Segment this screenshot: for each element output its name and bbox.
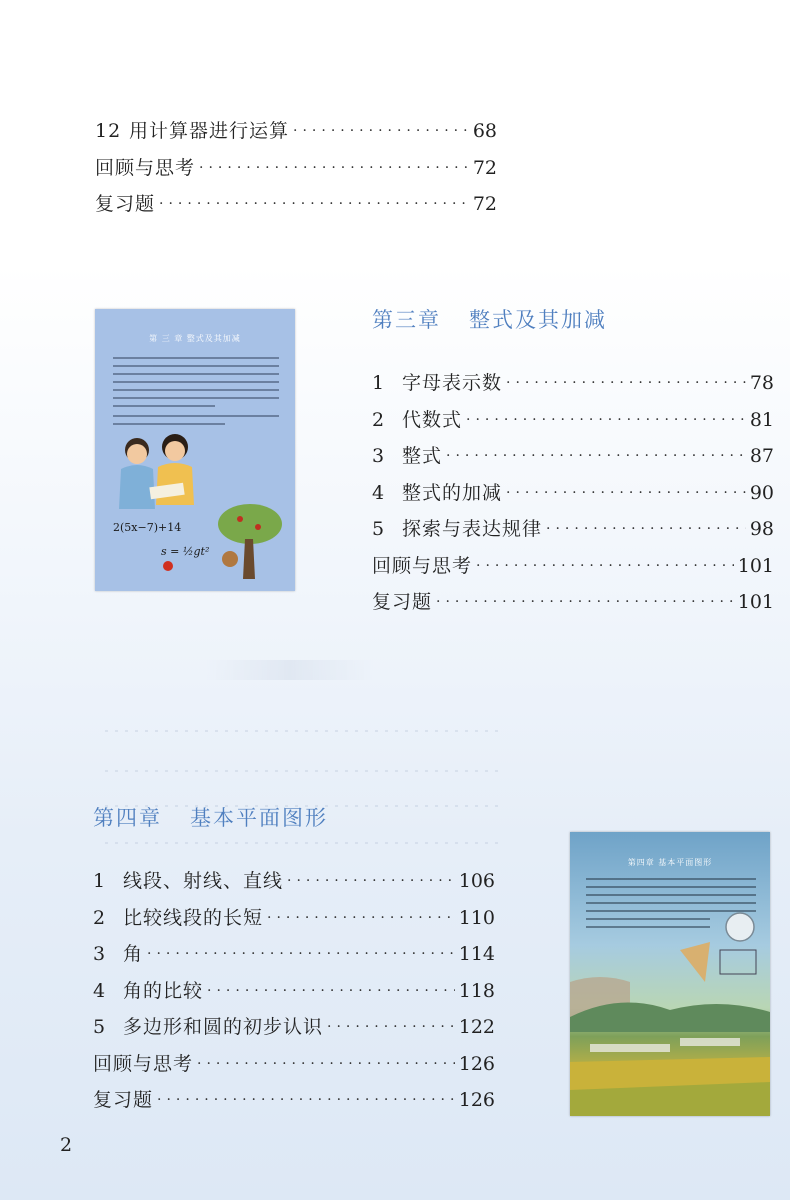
entry-number: 4: [93, 979, 107, 1002]
chapter4-cover-thumbnail: [570, 832, 770, 1116]
entry-title: 线段、射线、直线: [123, 870, 284, 892]
entry-page: 68: [472, 120, 497, 142]
leader-dots: [293, 123, 469, 139]
entry-page: 114: [458, 943, 495, 965]
entry-page: 101: [737, 591, 774, 613]
entry-page: 118: [458, 979, 495, 1002]
toc-top-section: [95, 116, 497, 226]
entry-page: 122: [458, 1016, 495, 1038]
entry-title: 复习题: [372, 591, 433, 613]
entry-title: 比较线段的长短: [123, 906, 264, 929]
entry-title: 整式: [402, 445, 443, 467]
toc-entry[interactable]: [372, 551, 774, 588]
entry-number: 5: [93, 1016, 107, 1038]
toc-entry[interactable]: [95, 189, 497, 226]
leader-dots: [476, 558, 734, 574]
entry-page: 72: [472, 193, 497, 215]
entry-title: 复习题: [95, 193, 156, 215]
toc-entry[interactable]: [372, 405, 774, 442]
leader-dots: [506, 375, 746, 391]
entry-number: 3: [93, 943, 107, 965]
leader-dots: [546, 521, 746, 537]
leader-dots: [159, 196, 469, 212]
chapter4-toc: [93, 866, 495, 1122]
leader-dots: [327, 1019, 455, 1035]
toc-entry[interactable]: [93, 1012, 495, 1049]
toc-entry[interactable]: [93, 976, 495, 1013]
entry-page: 90: [749, 481, 774, 504]
chapter3-toc: [372, 368, 774, 624]
entry-page: 126: [458, 1052, 495, 1075]
entry-title: 回顾与思考: [93, 1052, 194, 1075]
entry-title: 复习题: [93, 1089, 154, 1111]
chapter-label: 第三章: [372, 308, 441, 332]
toc-entry[interactable]: [372, 478, 774, 515]
entry-title: 代数式: [402, 408, 463, 431]
leader-dots: [287, 873, 455, 889]
entry-page: 126: [458, 1089, 495, 1111]
entry-page: 106: [458, 870, 495, 892]
thumbnail-title: 第 三 章 整式及其加减: [149, 334, 241, 343]
entry-page: 87: [749, 445, 774, 467]
entry-page: 72: [472, 156, 497, 179]
entry-number: 2: [93, 906, 107, 929]
toc-entry[interactable]: [93, 1049, 495, 1086]
chapter3-title: [372, 304, 607, 334]
leader-dots: [207, 983, 455, 999]
leader-dots: [267, 910, 455, 926]
entry-title: 回顾与思考: [372, 554, 473, 577]
leader-dots: [466, 412, 746, 428]
chapter-label: 第四章: [93, 806, 162, 830]
entry-number: 3: [372, 445, 386, 467]
leader-dots: [199, 160, 469, 176]
entry-number: 1: [372, 372, 386, 394]
toc-entry[interactable]: [95, 153, 497, 190]
leader-dots: [157, 1092, 455, 1108]
toc-entry[interactable]: [372, 514, 774, 551]
leader-dots: [197, 1056, 455, 1072]
toc-entry[interactable]: [93, 866, 495, 903]
page-number: 2: [60, 1134, 73, 1156]
toc-entry[interactable]: [93, 903, 495, 940]
chapter-name: 整式及其加减: [469, 308, 607, 332]
entry-number: 2: [372, 408, 386, 431]
entry-page: 110: [458, 906, 495, 929]
entry-page: 98: [749, 518, 774, 540]
entry-number: 1: [93, 870, 107, 892]
toc-entry[interactable]: [372, 368, 774, 405]
entry-number: 12: [95, 120, 122, 142]
entry-title: 字母表示数: [402, 372, 503, 394]
chapter-name: 基本平面图形: [190, 806, 328, 830]
entry-title: 用计算器进行运算: [129, 120, 290, 142]
entry-title: 多边形和圆的初步认识: [123, 1016, 324, 1038]
entry-page: 81: [749, 408, 774, 431]
formula-expression: 2(5x−7)+14: [113, 521, 182, 534]
entry-page: 78: [749, 372, 774, 394]
entry-number: 4: [372, 481, 386, 504]
toc-entry[interactable]: [93, 1085, 495, 1122]
landscape-illustration: [570, 832, 770, 1116]
entry-title: 整式的加减: [402, 481, 503, 504]
toc-entry[interactable]: [372, 441, 774, 478]
leader-dots: [147, 946, 455, 962]
entry-title: 回顾与思考: [95, 156, 196, 179]
leader-dots: [436, 594, 734, 610]
entry-title: 角的比较: [123, 979, 204, 1002]
entry-number: 5: [372, 518, 386, 540]
leader-dots: [506, 485, 746, 501]
toc-entry[interactable]: [95, 116, 497, 153]
entry-page: 101: [737, 554, 774, 577]
chapter4-title: [93, 802, 328, 832]
formula-physics: s = ½gt²: [161, 545, 210, 558]
entry-title: 角: [123, 943, 144, 965]
toc-entry[interactable]: [372, 587, 774, 624]
toc-entry[interactable]: [93, 939, 495, 976]
entry-title: 探索与表达规律: [402, 518, 543, 540]
leader-dots: [446, 448, 746, 464]
chapter3-cover-thumbnail: [95, 309, 295, 591]
thumbnail-title: 第四章 基本平面图形: [627, 858, 713, 867]
